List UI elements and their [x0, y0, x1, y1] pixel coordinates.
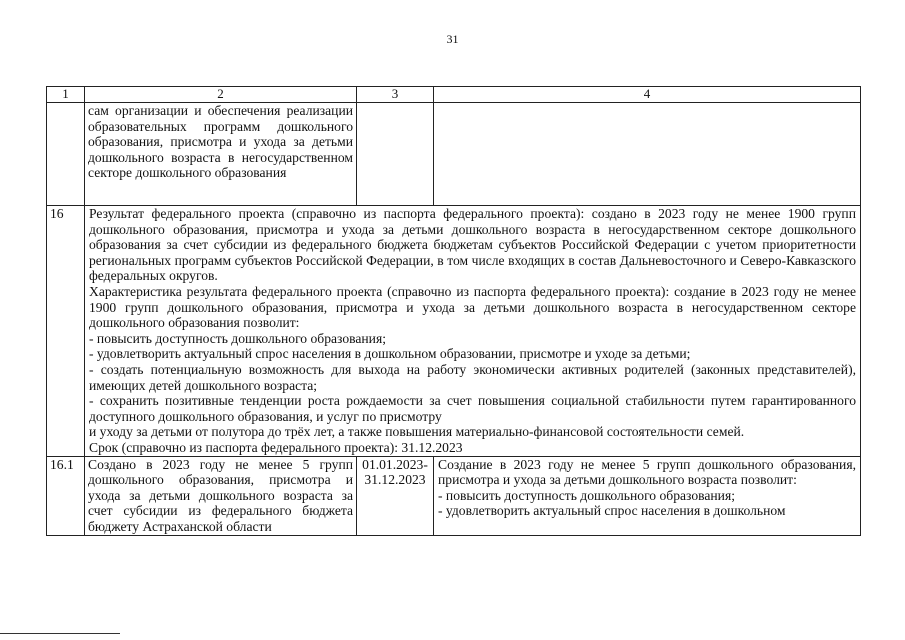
row-16-bullet-2: - удовлетворить актуальный спрос населения в дошкольном образовании, присмотре и уходе за детьми;: [89, 346, 691, 362]
row-16-1-description: Создано в 2023 году не менее 5 групп дошкольного образования, присмотра и ухода за детьми дошкольного возраста за счет субсидии из федерального бюджета бюджету Астраханской области: [85, 456, 357, 535]
footer-rule: [0, 633, 120, 634]
row-16-characteristic-paragraph: Характеристика результата федерального проекта (справочно из паспорта федерального проекта): создание в 2023 году не менее 1900 групп дошкольного образования, присмотра и ухода за детьми дошкольного возраста в негосударственном секторе дошкольного образования позволит:: [89, 283, 856, 331]
table-row-16: [47, 206, 861, 457]
row-16-bullet-4: - сохранить позитивные тенденции роста рождаемости за счет повышения социальной стабильности путем гарантированного доступного дошкольного образования, и услуг по присмотру: [89, 393, 856, 424]
row-continued-text: сам организации и обеспечения реализации образовательных программ дошкольного образования, присмотра и ухода за детьми дошкольного возраста в негосударственном секторе дошкольного образования: [85, 103, 357, 206]
table-row-continued: [47, 103, 861, 206]
header-cell-4: 4: [434, 87, 861, 103]
table-header-row: [47, 87, 861, 103]
row-16-1-bullet-1: - повысить доступность дошкольного образования;: [438, 487, 735, 503]
header-cell-3: 3: [357, 87, 434, 103]
row-16-1-date-start: 01.01.2023-: [362, 456, 428, 472]
row-continued-period: [357, 103, 434, 206]
row-16-deadline: Срок (справочно из паспорта федерального проекта): 31.12.2023: [89, 439, 463, 455]
row-16-1-period: [357, 456, 434, 535]
row-16-number: 16: [47, 206, 85, 457]
row-16-1-number: 16.1: [47, 456, 85, 535]
page-number: 31: [446, 32, 459, 46]
row-16-bullet-1: - повысить доступность дошкольного образования;: [89, 330, 386, 346]
row-16-bullet-3: - создать потенциальную возможность для выхода на работу экономически активных родителей (законных представителей), имеющих детей дошкольного возраста;: [89, 361, 856, 393]
row-16-1-date-end: 31.12.2023: [364, 472, 426, 488]
row-16-content: [85, 206, 861, 457]
row-16-1-bullet-2: - удовлетворить актуальный спрос населения в дошкольном: [438, 503, 786, 519]
table-row-16-1: [47, 456, 861, 535]
header-cell-1: 1: [47, 87, 85, 103]
row-16-1-result-paragraph: Создание в 2023 году не менее 5 групп дошкольного образования, присмотра и ухода за детьми дошкольного возраста позволит:: [438, 456, 856, 488]
row-continued-result: [434, 103, 861, 206]
row-16-1-result: [434, 456, 861, 535]
row-continued-number: [47, 103, 85, 206]
header-cell-2: 2: [85, 87, 357, 103]
row-16-bullet-4-continued: и уходу за детьми от полутора до трёх лет, а также повышения материально-финансовой состоятельности семей.: [89, 424, 745, 440]
data-table: [46, 86, 861, 536]
row-16-result-paragraph: Результат федерального проекта (справочно из паспорта федерального проекта): создано в 2023 году не менее 1900 групп дошкольного образования, присмотра и ухода за детьми дошкольного возраста в негосударственном секторе дошкольного образования за счет субсидии из федерального бюджета бюджетам субъектов Российской Федерации с учетом приоритетности региональных программ субъектов Российской Федерации, в том числе входящих в состав Дальневосточного и Северо-Кавказского федеральных округов.: [89, 206, 856, 284]
